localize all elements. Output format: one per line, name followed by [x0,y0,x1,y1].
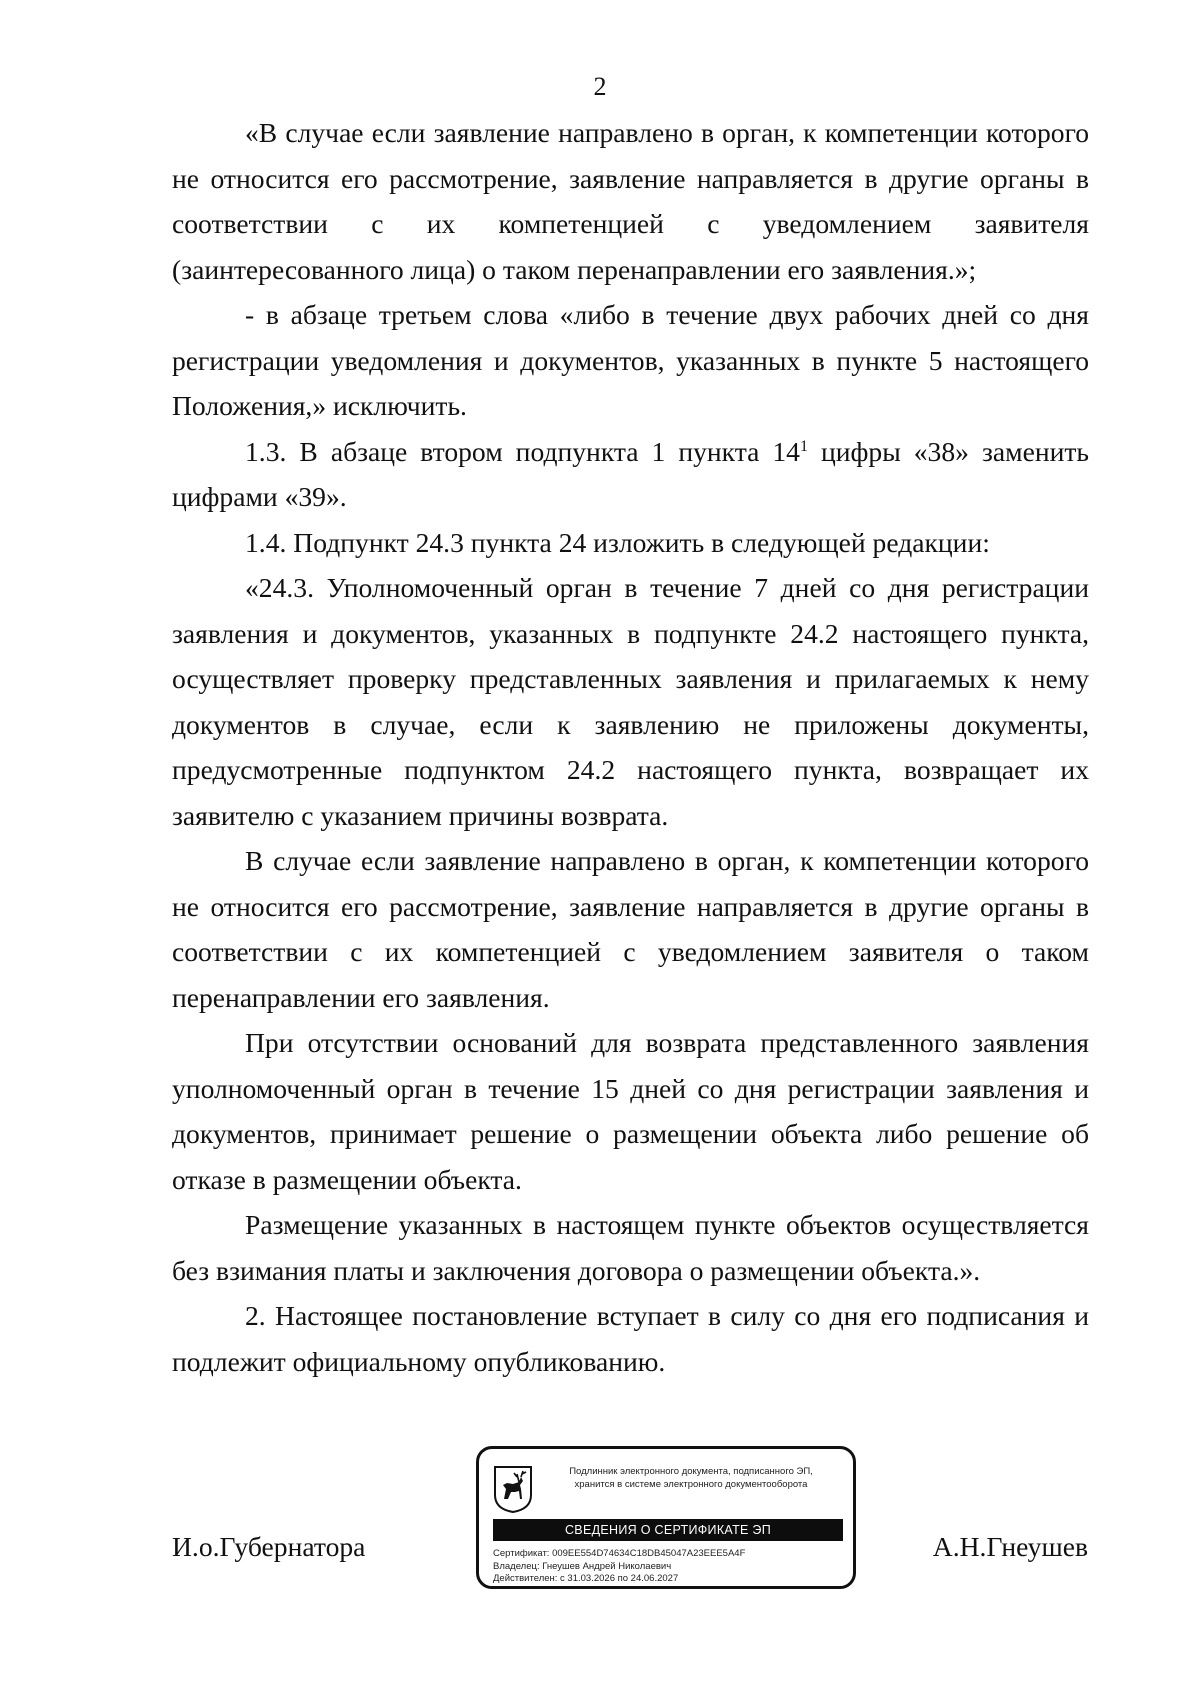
stamp-certificate-details [493,1548,849,1586]
stamp-banner: СВЕДЕНИЯ О СЕРТИФИКАТЕ ЭП [493,1519,843,1541]
stamp-notice-line-2: хранится в системе электронного документооборота [574,1479,808,1490]
paragraph-24-3: «24.3. Уполномоченный орган в течение 7 дней со дня регистрации заявления и документов, указанных в подпункте 24.2 настоящего пункта, осуществляет проверку представленных заявления и прилагаемых к нему документов в случае, если к заявлению не приложены документы, предусмотренные подпунктом 24.2 настоящего пункта, возвращает их заявителю с указанием причины возврата. [172,572,1089,831]
paragraph-1-3-start: 1.3. В абзаце втором подпункта 1 пункта 14 [245,435,800,467]
nizhny-novgorod-deer-emblem-icon [493,1465,533,1513]
paragraph-third-abzac: - в абзаце третьем слова «либо в течение двух рабочих дней со дня регистрации уведомления и документов, указанных в пункте 5 настоящего Положения,» исключить. [172,299,1089,421]
document-body [172,110,1089,1384]
stamp-notice-line-1: Подлинник электронного документа, подписанного ЭП, [569,1466,813,1477]
stamp-certificate-number: Сертификат: 009EE554D74634C18DB45047A23EEE5A4F [493,1548,746,1559]
stamp-owner: Владелец: Гнеушев Андрей Николаевич [493,1560,672,1572]
paragraph-redirect: В случае если заявление направлено в орган, к компетенции которого не относится его рассмотрение, заявление направляется в другие органы в соответствии с их компетенцией с уведомлением заявителя о таком перенаправлении его заявления. [172,845,1089,1013]
paragraph-1-3-superscript: 1 [799,437,808,455]
page-number: 2 [593,72,607,101]
stamp-notice [541,1465,841,1491]
paragraph-1-4: 1.4. Подпункт 24.3 пункта 24 изложить в следующей редакции: [245,526,990,558]
signer-title: И.о.Губернатора [172,1531,366,1562]
paragraph-1-3-end: цифры «38» заменить цифрами «39». [172,435,1089,512]
paragraph-quote-redirect: «В случае если заявление направлено в орган, к компетенции которого не относится его рассмотрение, заявление направляется в другие органы в соответствии с их компетенцией с уведомлением заявителя (заинтересованного лица) о таком перенаправлении его заявления.»; [172,117,1089,285]
signer-name: А.Н.Гнеушев [932,1531,1088,1562]
stamp-validity: Действителен: с 31.03.2026 по 24.06.2027 [493,1573,679,1584]
paragraph-2-effective: 2. Настоящее постановление вступает в силу со дня его подписания и подлежит официальному опубликованию. [172,1300,1089,1377]
paragraph-1-3 [172,429,1089,520]
electronic-signature-stamp [476,1446,856,1589]
paragraph-no-grounds: При отсутствии оснований для возврата представленного заявления уполномоченный орган в течение 15 дней со дня регистрации заявления и документов, принимает решение о размещении объекта либо решение об отказе в размещении объекта. [172,1027,1089,1195]
paragraph-placement: Размещение указанных в настоящем пункте объектов осуществляется без взимания платы и заключения договора о размещении объекта.». [172,1209,1089,1286]
